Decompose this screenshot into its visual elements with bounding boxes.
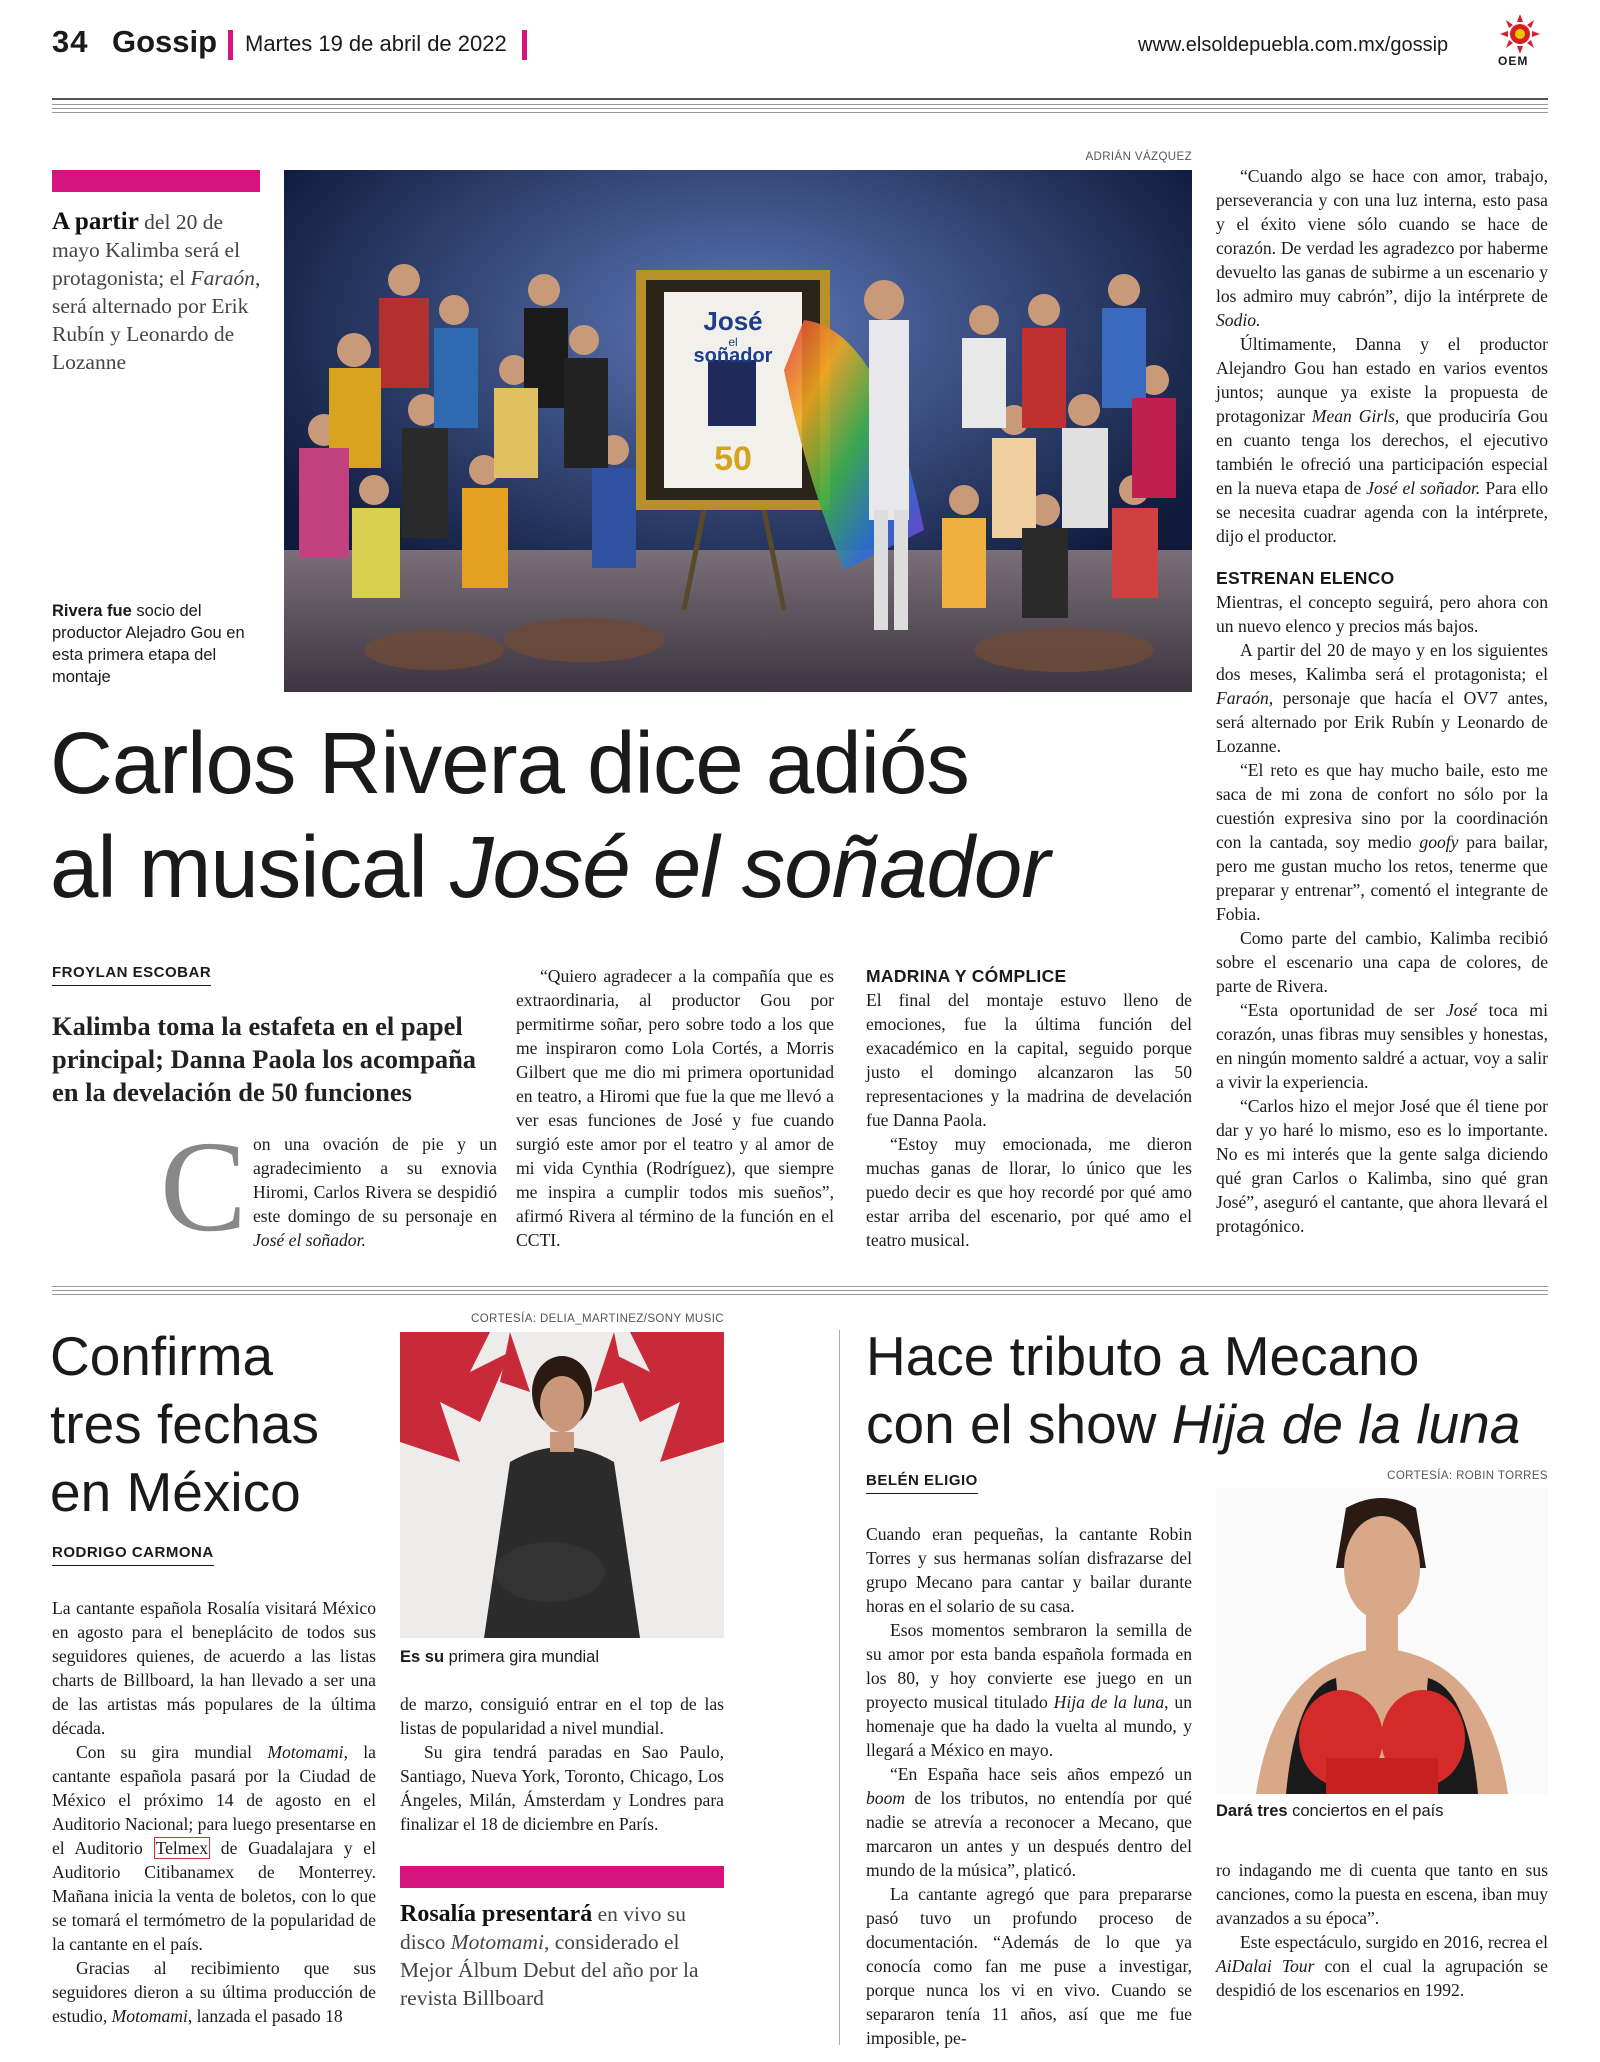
rosalia-col1: La cantante española Rosalía visitará México en agosto para el beneplácito de todos sus seguidores quienes, de acuerdo a las listas charts de Billboard, la han llevado a ser una de las artistas más populares de la última década. Con su gira mundial Motomami, la cantante española pasará por la Ciudad de México el próximo 14 de agosto en el Auditorio Nacional; para luego presentarse en el Auditorio Telmex de Guadalajara y el Auditorio Citibanamex de Monterrey. Mañana inicia la venta de boletos, con lo que se tomará el termómetro de la popularidad de la cantante en el país. Gracias al recibimiento que sus seguidores dieron a su última producción de estudio, Motomami, lanzada el pasado 18 bbox=[52, 1598, 376, 2026]
main-col4: “Cuando algo se hace con amor, trabajo, perseverancia y con una luz interna, esto pasa y el éxito viene sólo cuando se hace de corazón. De verdad les agradezco por haberme devuelto las ganas de subirme a un escenario y los admiro muy cabrón”, dijo la intérprete de Sodio. Últimamente, Danna y el productor Alejandro Gou han estado en varios eventos juntos; aunque ya existe la propuesta de protagonizar Mean Girls, que produciría Gou en cuanto tenga los derechos, el ejecutivo también le ofreció una participación especial en la nueva etapa de José el soñador. Para ello se necesita cuadrar agenda con la intérprete, dijo el productor. ESTRENAN ELENCO Mientras, el concepto seguirá, pero ahora con un nuevo elenco y precios más bajos. A partir del 20 de mayo y en los siguientes dos meses, Kalimba será el protagonista; el Faraón, personaje que hacía el OV7 antes, será alternado por Erik Rubín y Leonardo de Lozanne. “El reto es que hay mucho baile, esto me saca de mi zona de confort no sólo por la cuestión expresiva sino por la coordinación con la cantada, soy medio goofy para bailar, pero me gustan mucho los retos, tenerme que preparar y entrenar”, comentó el integrante de Fobia. Como parte del cambio, Kalimba recibió sobre el escenario una capa de colores, de parte de Rivera. “Esta oportunidad de ser José toca mi corazón, unas fibras muy sensibles y honestas, en ningún momento saldré a actuar, voy a salir a vivir la experiencia. “Carlos hizo el mejor José que él tiene por dar y yo haré lo mismo, eso es lo importante. No es mi interés que la gente salga diciendo qué gran Carlos o Kalimba, sino qué gran José”, aseguró el cantante, que ahora llevará el protagónico. bbox=[1216, 166, 1548, 1236]
mecano-col1: Cuando eran pequeñas, la cantante Robin Torres y sus hermanas solían disfrazarse del grupo Mecano para cantar y bailar durante horas en el solario de su casa. Esos momentos sembraron la semilla de su amor por esta banda española formada en los 80, y hoy convierte ese juego en un proyecto musical titulado Hija de la luna, un homenaje que ha dado la vuelta al mundo, y llegará a México en mayo. “En España hace seis años empezó un boom de los tributos, no entendía por qué nadie se atrevía a reconocer a Mecano, que marcaron un antes y un después dentro del mundo de la música”, platicó. La cantante agregó que para prepararse pasó tuvo un profundo proceso de documentación. “Además de lo que ya conocía como fan me puse a investigar, porque nunca los vi en vivo. Cuando se separaron tenía 11 años, así que me fue imposible, pe- bbox=[866, 1524, 1193, 2048]
mecano-byline: BELÉN ELIGIO bbox=[866, 1472, 978, 1494]
subhead-madrina: MADRINA Y CÓMPLICE bbox=[866, 966, 1067, 986]
section-rule bbox=[52, 1294, 1548, 1295]
main-headline bbox=[50, 712, 1200, 920]
sidebar-accent-bar bbox=[52, 170, 260, 192]
pull-accent-bar bbox=[400, 1866, 724, 1888]
main-photo bbox=[284, 170, 1192, 692]
mecano-photo bbox=[1216, 1488, 1548, 1794]
main-photo-credit: ADRIÁN VÁZQUEZ bbox=[1085, 151, 1192, 163]
header-rule bbox=[52, 104, 1548, 105]
poster-title-2: el bbox=[728, 335, 738, 349]
issue-date: Martes 19 de abril de 2022 bbox=[245, 31, 507, 56]
rosalia-byline-wrap bbox=[52, 1544, 382, 1566]
dropcap: C bbox=[160, 1115, 247, 1259]
sidebar-quote: A partir del 20 de mayo Kalimba será el protagonista; el Faraón, será alternado por Erik Rubín y Leonardo de Lozanne bbox=[52, 208, 261, 374]
main-headline-line2: al musical José el soñador bbox=[50, 819, 1050, 916]
boxed-word: Telmex bbox=[155, 1838, 209, 1858]
sidebar-quote-lead: A partir bbox=[52, 208, 139, 235]
header-divider bbox=[522, 30, 527, 60]
mecano-photo-credit: CORTESÍA: ROBIN TORRES bbox=[1387, 1470, 1548, 1482]
main-headline-line1: Carlos Rivera dice adiós bbox=[50, 715, 969, 812]
main-deck: Kalimba toma la estafeta en el papel principal; Danna Paola los acompaña en la develación de 50 funciones bbox=[52, 1011, 477, 1107]
main-byline-wrap bbox=[52, 964, 362, 986]
rosalia-photo-caption: Es su primera gira mundial bbox=[400, 1648, 600, 1666]
poster-title-1: José bbox=[703, 306, 763, 336]
section-name: Gossip bbox=[112, 24, 218, 59]
section-rule bbox=[52, 1286, 1548, 1287]
main-col2: “Quiero agradecer a la compañía que es extraordinaria, al productor Gou por permitirme soñar, pero sobre todo a los que me inspiraron como Lola Cortés, a Morris Gilbert que me dio mi primera oportunidad en teatro, a Hiromi que fue la que me llevó a ver esas funciones de José y fue cuando surgió este amor por el teatro y al amor de mi vida Cynthia (Rodríguez), que siempre me inspira a cumplir todos mis sueños”, afirmó Rivera al término de la función en el CCTI. bbox=[516, 966, 834, 1250]
main-byline: FROYLAN ESCOBAR bbox=[52, 964, 211, 986]
mecano-byline-wrap bbox=[866, 1472, 1166, 1494]
main-col3: MADRINA Y CÓMPLICE El final del montaje estuvo lleno de emociones, fue la última función del exacadémico en la capital, seguido porque justo el domingo alcanzaron las 50 representaciones y la madrina de develación fue Danna Paola. “Estoy muy emocionada, me dieron muchas ganas de llorar, lo único que les puedo decir es que hoy recordé por qué amo estar arriba del escenario, por qué amo el teatro musical. bbox=[866, 966, 1192, 1250]
section-rule bbox=[52, 1290, 1548, 1291]
header-divider bbox=[228, 30, 233, 60]
mecano-headline: Hace tributo a Mecano con el show Hija de la luna bbox=[866, 1325, 1521, 1455]
rosalia-photo bbox=[400, 1332, 724, 1638]
column-divider bbox=[839, 1330, 840, 2045]
header-rule bbox=[52, 98, 1548, 100]
page-header bbox=[52, 22, 1548, 70]
rosalia-col2: de marzo, consiguió entrar en el top de las listas de popularidad a nivel mundial. Su gira tendrá paradas en Sao Paulo, Santiago, Nueva York, Toronto, Chicago, Los Ángeles, Milán, Ámsterdam y Londres para finalizar el 18 de diciembre en París. bbox=[400, 1694, 724, 1834]
mecano-photo-caption: Dará tres conciertos en el país bbox=[1216, 1802, 1444, 1820]
rosalia-byline: RODRIGO CARMONA bbox=[52, 1544, 214, 1566]
logo-text: OEM bbox=[1498, 54, 1529, 68]
header-rule bbox=[52, 108, 1548, 109]
poster-number: 50 bbox=[714, 440, 752, 478]
rosalia-photo-credit: CORTESÍA: DELIA_MARTINEZ/SONY MUSIC bbox=[471, 1313, 724, 1325]
header-rule bbox=[52, 112, 1548, 113]
robin-torres-illustration bbox=[1216, 1488, 1548, 1794]
rosalia-pullquote: Rosalía presentará en vivo su disco Motomami, considerado el Mejor Álbum Debut del año por la revista Billboard bbox=[400, 1901, 699, 2010]
poster-title-3: soñador bbox=[693, 345, 773, 367]
site-url[interactable]: www.elsoldepuebla.com.mx/gossip bbox=[1138, 34, 1449, 56]
mecano-col2: ro indagando me di cuenta que tanto en sus canciones, como la puesta en escena, iban muy avanzados a su época”. Este espectáculo, surgido en 2016, recrea el AiDalai Tour con el cual la agrupación se despidió de los escenarios en 1992. bbox=[1216, 1860, 1548, 2000]
rosalia-headline: Confirma tres fechas en México bbox=[50, 1325, 320, 1523]
main-photo-caption: Rivera fue socio del productor Alejadro Gou en esta primera etapa del montaje bbox=[52, 602, 245, 686]
rosalia-illustration bbox=[400, 1332, 724, 1638]
stage-illustration bbox=[284, 170, 1192, 692]
page-number: 34 bbox=[52, 24, 89, 59]
main-intro: on una ovación de pie y un agradecimiento a su exnovia Hiromi, Carlos Rivera se despidió este domingo de su personaje en José el soñador. bbox=[253, 1134, 497, 1250]
oem-logo bbox=[1492, 14, 1548, 70]
subhead-elenco: ESTRENAN ELENCO bbox=[1216, 568, 1395, 588]
